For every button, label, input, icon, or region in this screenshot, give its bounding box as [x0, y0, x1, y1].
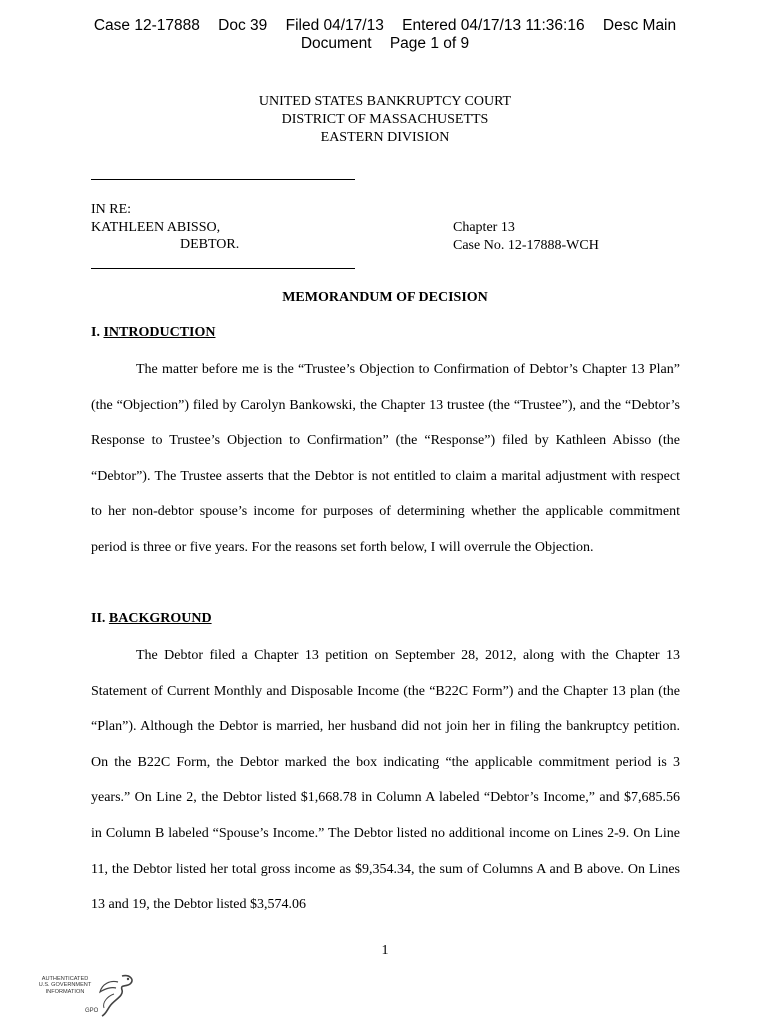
section-title: INTRODUCTION [103, 325, 216, 340]
entered-date: Entered 04/17/13 11:36:16 [402, 17, 585, 34]
filing-header [0, 17, 770, 53]
caption-case-info [453, 219, 599, 254]
eagle-seal-icon [92, 972, 136, 1018]
page-number: 1 [381, 943, 389, 958]
caption-parties [91, 201, 239, 254]
introduction-paragraph: The matter before me is the “Trustee’s Objection to Confirmation of Debtor’s Chapter 13 Plan” (the “Objection”) filed by Carolyn Bankowski, the Chapter 13 trustee (the “Trustee”), and the “Debtor’s Response to Trustee’s Objection to Confirmation” (the “Response”) filed by Kathleen Abisso (the “Debtor”). The Trustee asserts that the Debtor is not entitled to claim a marital adjustment with respect to her non-debtor spouse’s income for purposes of determining whether the applicable commitment period is three or five years. For the reasons set forth below, I will overrule the Objection. [91, 362, 680, 555]
case-number-label: Case No. 12-17888-WCH [453, 237, 599, 253]
case-number: Case 12-17888 [93, 17, 200, 34]
filed-date: Filed 04/17/13 [285, 17, 384, 34]
debtor-name: KATHLEEN ABISSO, [91, 219, 221, 235]
seal-text: AUTHENTICATED U.S. GOVERNMENT INFORMATION [38, 976, 92, 995]
section-number: II. [91, 611, 106, 626]
in-re-label: IN RE: [91, 202, 132, 217]
section-heading-background [91, 611, 212, 627]
court-name: UNITED STATES BANKRUPTCY COURT [258, 94, 512, 109]
docket-number: Doc 39 [218, 17, 268, 34]
page-indicator: Page 1 of 9 [389, 35, 470, 52]
section-title: BACKGROUND [108, 611, 212, 626]
gpo-authentication-seal [30, 972, 140, 1020]
court-division: EASTERN DIVISION [320, 130, 450, 145]
gpo-label: GPO [85, 1008, 99, 1014]
court-heading [0, 93, 770, 147]
court-district: DISTRICT OF MASSACHUSETTS [281, 112, 489, 127]
section-number: I. [91, 325, 100, 340]
section-heading-introduction [91, 325, 215, 341]
document-title: MEMORANDUM OF DECISION [282, 290, 488, 305]
document-label: Document [300, 35, 372, 52]
background-paragraph: The Debtor filed a Chapter 13 petition on September 28, 2012, along with the Chapter 13 Statement of Current Monthly and Disposable Income (the “B22C Form”) and the Chapter 13 plan (the “Plan”). Although the Debtor is married, her husband did not join her in filing the bankruptcy petition. On the B22C Form, the Debtor marked the box indicating “the applicable commitment period is 3 years.” On Line 2, the Debtor listed $1,668.78 in Column A labeled “Debtor’s Income,” and $7,685.56 in Column B labeled “Spouse’s Income.” The Debtor listed no additional income on Lines 2-9. On Line 11, the Debtor listed her total gross income as $9,354.34, the sum of Columns A and B above. On Lines 13 and 19, the Debtor listed $3,574.06 [91, 648, 680, 913]
caption-bottom-rule [91, 268, 355, 269]
desc-label: Desc Main [602, 17, 677, 34]
chapter-label: Chapter 13 [453, 220, 515, 235]
debtor-role: DEBTOR. [180, 237, 240, 252]
caption-top-rule [91, 179, 355, 180]
